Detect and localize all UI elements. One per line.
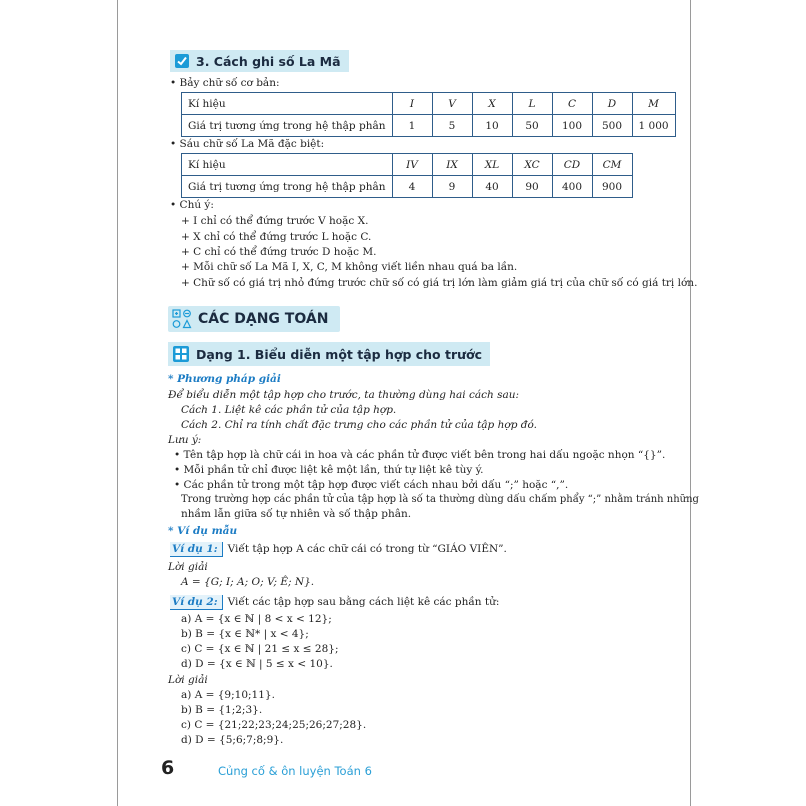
example-2-text: Viết các tập hợp sau bằng cách liệt kê các phần tử: bbox=[227, 596, 500, 608]
table-cell: V bbox=[432, 93, 472, 115]
paragraph-line: nhầm lẫn giữa số tự nhiên và số thập phân. bbox=[181, 508, 412, 520]
table-cell: 90 bbox=[512, 176, 552, 198]
example-2-tag: Ví dụ 2: bbox=[170, 595, 223, 610]
section-title: CÁC DẠNG TOÁN bbox=[198, 311, 329, 327]
table-row-label: Kí hiệu bbox=[182, 93, 393, 115]
book-title: Củng cố & ôn luyện Toán 6 bbox=[218, 764, 372, 778]
section-header-dang-1 bbox=[168, 342, 490, 366]
example-2 bbox=[170, 595, 499, 610]
table-cell: D bbox=[592, 93, 632, 115]
note-item: • Mỗi phần tử chỉ được liệt kê một lần, thứ tự liệt kê tùy ý. bbox=[174, 464, 484, 476]
section-header-problem-types bbox=[168, 306, 340, 332]
table-cell: 100 bbox=[552, 115, 592, 137]
table-cell: 50 bbox=[512, 115, 552, 137]
table-cell: 4 bbox=[392, 176, 432, 198]
basic-numerals-table bbox=[181, 92, 676, 137]
table-cell: 40 bbox=[472, 176, 512, 198]
edit-check-icon bbox=[174, 53, 190, 69]
intro-text: Để biểu diễn một tập hợp cho trước, ta thường dùng hai cách sau: bbox=[168, 389, 520, 401]
solution-answer: b) B = {1;2;3}. bbox=[181, 704, 263, 716]
solution-label: Lời giải bbox=[168, 561, 208, 573]
table-cell: 1 000 bbox=[632, 115, 675, 137]
note-item: • Tên tập hợp là chữ cái in hoa và các phần tử được viết bên trong hai dấu ngoặc nhọn “{}”. bbox=[174, 449, 666, 461]
table-cell: L bbox=[512, 93, 552, 115]
table-cell: XC bbox=[512, 154, 552, 176]
exercise-item: b) B = {x ∈ ℕ* | x < 4}; bbox=[181, 628, 309, 640]
bullet-special-numerals: • Sáu chữ số La Mã đặc biệt: bbox=[170, 138, 325, 150]
section-header-roman-numerals bbox=[170, 50, 349, 72]
note-item: + X chỉ có thể đứng trước L hoặc C. bbox=[181, 231, 372, 243]
table-cell: 1 bbox=[392, 115, 432, 137]
paragraph-line: Trong trường hợp các phần tử của tập hợp là số ta thường dùng dấu chấm phẩy “;” nhằm tránh những bbox=[181, 494, 699, 505]
note-item: • Các phần tử trong một tập hợp được viết cách nhau bởi dấu “;” hoặc “,”. bbox=[174, 479, 569, 491]
table-cell: M bbox=[632, 93, 675, 115]
example-1 bbox=[170, 542, 507, 557]
table-cell: C bbox=[552, 93, 592, 115]
solution-answer: c) C = {21;22;23;24;25;26;27;28}. bbox=[181, 719, 367, 731]
exercise-item: c) C = {x ∈ ℕ | 21 ≤ x ≤ 28}; bbox=[181, 643, 339, 655]
example-1-tag: Ví dụ 1: bbox=[170, 542, 223, 557]
method-1: Cách 1. Liệt kê các phần tử của tập hợp. bbox=[181, 404, 397, 416]
note-item: + Chữ số có giá trị nhỏ đứng trước chữ số có giá trị lớn làm giảm giá trị của chữ số có giá trị lớn. bbox=[181, 277, 698, 289]
special-numerals-table bbox=[181, 153, 633, 198]
method-label: * Phương pháp giải bbox=[168, 373, 281, 385]
table-cell: IV bbox=[392, 154, 432, 176]
table-cell: 900 bbox=[592, 176, 632, 198]
example-section-label: * Ví dụ mẫu bbox=[168, 525, 238, 537]
table-cell: 500 bbox=[592, 115, 632, 137]
note-title: • Chú ý: bbox=[170, 199, 214, 211]
solution-label: Lời giải bbox=[168, 674, 208, 686]
table-cell: 10 bbox=[472, 115, 512, 137]
section-title: 3. Cách ghi số La Mã bbox=[196, 53, 341, 69]
note-label: Lưu ý: bbox=[168, 434, 202, 446]
note-item: + C chỉ có thể đứng trước D hoặc M. bbox=[181, 246, 377, 258]
table-cell: 9 bbox=[432, 176, 472, 198]
table-cell: IX bbox=[432, 154, 472, 176]
solution-answer: d) D = {5;6;7;8;9}. bbox=[181, 734, 284, 746]
solution-answer: a) A = {9;10;11}. bbox=[181, 689, 275, 701]
table-cell: CM bbox=[592, 154, 632, 176]
table-cell: XL bbox=[472, 154, 512, 176]
table-cell: X bbox=[472, 93, 512, 115]
page-number: 6 bbox=[161, 757, 175, 779]
section-title: Dạng 1. Biểu diễn một tập hợp cho trước bbox=[196, 346, 483, 362]
table-row-label: Giá trị tương ứng trong hệ thập phân bbox=[182, 176, 393, 198]
table-cell: I bbox=[392, 93, 432, 115]
table-row-label: Giá trị tương ứng trong hệ thập phân bbox=[182, 115, 393, 137]
page bbox=[117, 0, 699, 806]
table-cell: 400 bbox=[552, 176, 592, 198]
method-2: Cách 2. Chỉ ra tính chất đặc trưng cho các phần tử của tập hợp đó. bbox=[181, 419, 537, 431]
grid-icon bbox=[172, 345, 190, 363]
note-item: + I chỉ có thể đứng trước V hoặc X. bbox=[181, 215, 369, 227]
math-symbols-icon bbox=[172, 309, 192, 329]
bullet-basic-numerals: • Bảy chữ số cơ bản: bbox=[170, 77, 280, 89]
table-cell: CD bbox=[552, 154, 592, 176]
table-row-label: Kí hiệu bbox=[182, 154, 393, 176]
solution-answer: A = {G; I; A; O; V; Ê; N}. bbox=[181, 576, 315, 588]
note-item: + Mỗi chữ số La Mã I, X, C, M không viết liền nhau quá ba lần. bbox=[181, 261, 518, 273]
exercise-item: d) D = {x ∈ ℕ | 5 ≤ x < 10}. bbox=[181, 658, 333, 670]
table-cell: 5 bbox=[432, 115, 472, 137]
example-1-text: Viết tập hợp A các chữ cái có trong từ “GIÁO VIÊN”. bbox=[227, 543, 507, 555]
exercise-item: a) A = {x ∈ ℕ | 8 < x < 12}; bbox=[181, 613, 332, 625]
